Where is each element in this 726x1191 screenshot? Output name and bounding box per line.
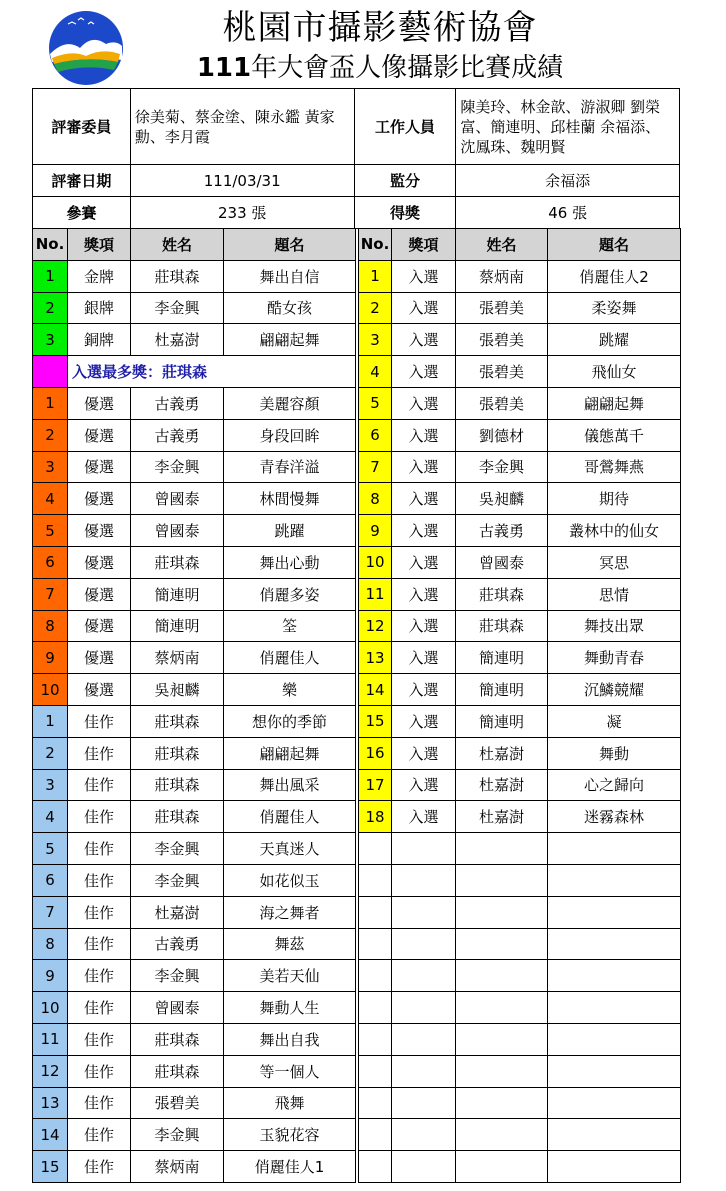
row-name: 張碧美: [456, 292, 548, 324]
row-name: 杜嘉澍: [456, 769, 548, 801]
row-award: 優選: [68, 642, 131, 674]
row-award: 入選: [392, 483, 456, 515]
table-row: [33, 1023, 681, 1055]
row-no: 16: [359, 737, 392, 769]
table-row: [33, 260, 681, 292]
empty-cell: [392, 1119, 456, 1151]
empty-cell: [456, 928, 548, 960]
row-award: 入選: [392, 610, 456, 642]
row-name: 李金興: [131, 1119, 224, 1151]
table-row: [33, 546, 681, 578]
row-name: 蔡炳南: [131, 1151, 224, 1183]
row-name: 劉德材: [456, 419, 548, 451]
association-logo: [46, 10, 126, 86]
table-row: [33, 1087, 681, 1119]
row-name: 杜嘉澍: [456, 801, 548, 833]
row-no: 2: [33, 737, 68, 769]
row-award: 入選: [392, 737, 456, 769]
row-title: 舞出自信: [224, 260, 356, 292]
row-name: 莊琪森: [456, 578, 548, 610]
row-no: 6: [359, 419, 392, 451]
row-name: 曾國泰: [131, 515, 224, 547]
row-title: 身段回眸: [224, 419, 356, 451]
row-title: 舞動: [548, 737, 681, 769]
row-award: 佳作: [68, 1151, 131, 1183]
row-name: 莊琪森: [131, 705, 224, 737]
row-no: 1: [33, 387, 68, 419]
row-name: 杜嘉澍: [131, 896, 224, 928]
row-no: 18: [359, 801, 392, 833]
row-no: 4: [359, 356, 392, 388]
most-awards-marker: [33, 356, 68, 388]
row-name: 簡連明: [131, 578, 224, 610]
row-title: 林間慢舞: [224, 483, 356, 515]
row-name: 張碧美: [456, 356, 548, 388]
empty-cell: [548, 992, 681, 1024]
row-no: 7: [33, 896, 68, 928]
row-title: 柔姿舞: [548, 292, 681, 324]
empty-cell: [392, 1151, 456, 1183]
row-no: 5: [359, 387, 392, 419]
row-no: 13: [33, 1087, 68, 1119]
row-no: 17: [359, 769, 392, 801]
row-no: 11: [359, 578, 392, 610]
empty-cell: [392, 1023, 456, 1055]
info-table: [32, 88, 680, 229]
empty-cell: [392, 928, 456, 960]
row-title: 舞動青春: [548, 642, 681, 674]
row-name: 古義勇: [131, 387, 224, 419]
row-name: 曾國泰: [456, 546, 548, 578]
row-name: 簡連明: [456, 674, 548, 706]
row-name: 古義勇: [131, 928, 224, 960]
row-award: 優選: [68, 483, 131, 515]
table-row: [33, 705, 681, 737]
row-no: 7: [359, 451, 392, 483]
most-awards-note: 入選最多獎：莊琪森: [68, 356, 356, 388]
empty-cell: [359, 928, 392, 960]
row-name: 張碧美: [456, 387, 548, 419]
empty-cell: [392, 833, 456, 865]
row-award: 佳作: [68, 896, 131, 928]
table-row: [33, 483, 681, 515]
row-name: 莊琪森: [131, 801, 224, 833]
empty-cell: [359, 1119, 392, 1151]
row-title: 舞出風采: [224, 769, 356, 801]
row-title: 俏麗佳人: [224, 801, 356, 833]
col-no: No.: [33, 229, 68, 261]
row-title: 跳躍: [224, 515, 356, 547]
row-title: 思情: [548, 578, 681, 610]
row-title: 冥思: [548, 546, 681, 578]
row-name: 莊琪森: [131, 260, 224, 292]
empty-cell: [548, 896, 681, 928]
table-row: [33, 642, 681, 674]
row-name: 古義勇: [456, 515, 548, 547]
row-title: 沉鱗競耀: [548, 674, 681, 706]
row-award: 入選: [392, 546, 456, 578]
judges-label: 評審委員: [33, 89, 131, 165]
row-award: 入選: [392, 451, 456, 483]
row-award: 優選: [68, 419, 131, 451]
empty-cell: [456, 864, 548, 896]
row-name: 曾國泰: [131, 992, 224, 1024]
row-no: 1: [33, 260, 68, 292]
empty-cell: [456, 896, 548, 928]
row-no: 5: [33, 833, 68, 865]
empty-cell: [359, 864, 392, 896]
row-no: 3: [33, 769, 68, 801]
row-no: 6: [33, 546, 68, 578]
row-award: 優選: [68, 387, 131, 419]
empty-cell: [392, 896, 456, 928]
row-title: 心之歸向: [548, 769, 681, 801]
row-title: 叢林中的仙女: [548, 515, 681, 547]
row-award: 入選: [392, 260, 456, 292]
row-title: 舞動人生: [224, 992, 356, 1024]
row-name: 李金興: [131, 292, 224, 324]
empty-cell: [392, 960, 456, 992]
row-no: 14: [359, 674, 392, 706]
row-award: 優選: [68, 546, 131, 578]
row-award: 入選: [392, 578, 456, 610]
row-title: 翩翩起舞: [224, 737, 356, 769]
row-title: 飛舞: [224, 1087, 356, 1119]
table-row: [33, 674, 681, 706]
row-no: 13: [359, 642, 392, 674]
row-name: 李金興: [131, 833, 224, 865]
row-award: 佳作: [68, 737, 131, 769]
empty-cell: [456, 960, 548, 992]
row-award: 佳作: [68, 960, 131, 992]
table-row: [33, 928, 681, 960]
col-title: 題名: [224, 229, 356, 261]
row-award: 佳作: [68, 1087, 131, 1119]
row-award: 入選: [392, 674, 456, 706]
col-name: 姓名: [456, 229, 548, 261]
row-award: 銅牌: [68, 324, 131, 356]
table-row: [33, 769, 681, 801]
row-title: 舞出心動: [224, 546, 356, 578]
table-row: [33, 387, 681, 419]
row-award: 佳作: [68, 1119, 131, 1151]
entries-label: 參賽: [33, 197, 131, 229]
row-award: 優選: [68, 515, 131, 547]
row-award: 優選: [68, 451, 131, 483]
row-title: 想你的季節: [224, 705, 356, 737]
row-no: 9: [33, 642, 68, 674]
col-no: No.: [359, 229, 392, 261]
row-no: 2: [33, 292, 68, 324]
table-row: [33, 451, 681, 483]
empty-cell: [548, 1151, 681, 1183]
empty-cell: [392, 992, 456, 1024]
empty-cell: [548, 1055, 681, 1087]
row-name: 張碧美: [131, 1087, 224, 1119]
empty-cell: [392, 1055, 456, 1087]
row-award: 入選: [392, 324, 456, 356]
row-no: 8: [33, 610, 68, 642]
table-row: [33, 292, 681, 324]
row-name: 杜嘉澍: [456, 737, 548, 769]
row-no: 10: [33, 674, 68, 706]
row-title: 天真迷人: [224, 833, 356, 865]
row-name: 蔡炳南: [131, 642, 224, 674]
table-row: [33, 737, 681, 769]
row-title: 樂: [224, 674, 356, 706]
table-row: [33, 324, 681, 356]
empty-cell: [548, 960, 681, 992]
row-award: 佳作: [68, 1023, 131, 1055]
table-row: [33, 578, 681, 610]
row-title: 等一個人: [224, 1055, 356, 1087]
row-no: 1: [33, 705, 68, 737]
row-title: 美麗容顏: [224, 387, 356, 419]
table-row: [33, 992, 681, 1024]
row-no: 7: [33, 578, 68, 610]
row-award: 銀牌: [68, 292, 131, 324]
row-title: 哥鶯舞燕: [548, 451, 681, 483]
row-title: 美若天仙: [224, 960, 356, 992]
row-award: 入選: [392, 801, 456, 833]
row-name: 李金興: [456, 451, 548, 483]
col-award: 獎項: [392, 229, 456, 261]
row-title: 儀態萬千: [548, 419, 681, 451]
table-row: [33, 610, 681, 642]
row-name: 吳昶麟: [131, 674, 224, 706]
empty-cell: [359, 992, 392, 1024]
table-row: [33, 801, 681, 833]
empty-cell: [456, 1119, 548, 1151]
row-name: 簡連明: [131, 610, 224, 642]
table-row: [33, 960, 681, 992]
row-award: 入選: [392, 387, 456, 419]
judges-value: 徐美菊、蔡金塗、陳永鑑 黃家勳、李月霞: [130, 89, 354, 165]
row-no: 12: [359, 610, 392, 642]
row-no: 6: [33, 864, 68, 896]
row-title: 飛仙女: [548, 356, 681, 388]
row-title: 舞茲: [224, 928, 356, 960]
row-award: 金牌: [68, 260, 131, 292]
row-name: 曾國泰: [131, 483, 224, 515]
row-title: 青春洋溢: [224, 451, 356, 483]
table-row: [33, 833, 681, 865]
row-title: 玉貌花容: [224, 1119, 356, 1151]
row-title: 翩翩起舞: [224, 324, 356, 356]
table-row: [33, 515, 681, 547]
row-no: 9: [359, 515, 392, 547]
col-name: 姓名: [131, 229, 224, 261]
row-no: 10: [359, 546, 392, 578]
empty-cell: [548, 864, 681, 896]
row-title: 舞出自我: [224, 1023, 356, 1055]
row-title: 舞技出眾: [548, 610, 681, 642]
date-label: 評審日期: [33, 165, 131, 197]
date-value: 111/03/31: [130, 165, 354, 197]
row-name: 莊琪森: [131, 1023, 224, 1055]
row-award: 佳作: [68, 928, 131, 960]
row-title: 俏麗佳人1: [224, 1151, 356, 1183]
row-no: 8: [359, 483, 392, 515]
row-no: 2: [33, 419, 68, 451]
empty-cell: [359, 1087, 392, 1119]
row-title: 如花似玉: [224, 864, 356, 896]
row-award: 入選: [392, 419, 456, 451]
row-award: 入選: [392, 642, 456, 674]
row-no: 5: [33, 515, 68, 547]
empty-cell: [548, 1119, 681, 1151]
row-title: 迷霧森林: [548, 801, 681, 833]
row-award: 入選: [392, 515, 456, 547]
col-title: 題名: [548, 229, 681, 261]
row-name: 莊琪森: [456, 610, 548, 642]
row-title: 酷女孩: [224, 292, 356, 324]
empty-cell: [392, 864, 456, 896]
empty-cell: [359, 1151, 392, 1183]
row-no: 15: [33, 1151, 68, 1183]
empty-cell: [359, 960, 392, 992]
row-award: 入選: [392, 769, 456, 801]
empty-cell: [392, 1087, 456, 1119]
table-row: [33, 1151, 681, 1183]
supervisor-value: 余福添: [456, 165, 680, 197]
contest-title: [140, 50, 620, 86]
row-title: 翩翩起舞: [548, 387, 681, 419]
row-name: 簡連明: [456, 642, 548, 674]
row-no: 9: [33, 960, 68, 992]
table-row: [33, 864, 681, 896]
row-name: 杜嘉澍: [131, 324, 224, 356]
row-no: 11: [33, 1023, 68, 1055]
row-name: 李金興: [131, 960, 224, 992]
table-row: [33, 1119, 681, 1151]
row-award: 佳作: [68, 801, 131, 833]
row-title: 跳耀: [548, 324, 681, 356]
empty-cell: [548, 1023, 681, 1055]
empty-cell: [359, 896, 392, 928]
row-title: 俏麗佳人: [224, 642, 356, 674]
row-title: 俏麗佳人2: [548, 260, 681, 292]
row-name: 蔡炳南: [456, 260, 548, 292]
row-no: 10: [33, 992, 68, 1024]
row-name: 李金興: [131, 864, 224, 896]
row-award: 佳作: [68, 769, 131, 801]
staff-value: 陳美玲、林金歆、游淑卿 劉榮富、簡連明、邱桂蘭 余福添、沈鳳珠、魏明賢: [456, 89, 680, 165]
row-name: 莊琪森: [131, 546, 224, 578]
row-no: 4: [33, 801, 68, 833]
row-no: 14: [33, 1119, 68, 1151]
staff-label: 工作人員: [354, 89, 456, 165]
row-title: 期待: [548, 483, 681, 515]
row-name: 吳昶麟: [456, 483, 548, 515]
row-title: 筌: [224, 610, 356, 642]
table-row: [33, 419, 681, 451]
row-no: 3: [33, 451, 68, 483]
empty-cell: [359, 833, 392, 865]
row-award: 佳作: [68, 1055, 131, 1087]
row-award: 佳作: [68, 833, 131, 865]
row-no: 8: [33, 928, 68, 960]
row-title: 海之舞者: [224, 896, 356, 928]
row-name: 莊琪森: [131, 769, 224, 801]
empty-cell: [548, 833, 681, 865]
row-award: 優選: [68, 610, 131, 642]
row-no: 15: [359, 705, 392, 737]
row-award: 入選: [392, 292, 456, 324]
row-title: 凝: [548, 705, 681, 737]
row-no: 4: [33, 483, 68, 515]
row-award: 入選: [392, 705, 456, 737]
row-title: 俏麗多姿: [224, 578, 356, 610]
row-no: 1: [359, 260, 392, 292]
row-award: 佳作: [68, 864, 131, 896]
row-name: 莊琪森: [131, 737, 224, 769]
row-award: 優選: [68, 578, 131, 610]
empty-cell: [548, 928, 681, 960]
row-award: 優選: [68, 674, 131, 706]
results-table: [32, 228, 681, 1183]
empty-cell: [359, 1023, 392, 1055]
row-name: 莊琪森: [131, 1055, 224, 1087]
org-title: 桃園市攝影藝術協會: [222, 8, 538, 48]
empty-cell: [456, 1087, 548, 1119]
empty-cell: [548, 1087, 681, 1119]
empty-cell: [359, 1055, 392, 1087]
empty-cell: [456, 1151, 548, 1183]
contest-year: 111: [196, 53, 252, 83]
entries-value: 233 張: [130, 197, 354, 229]
page-header: [140, 6, 620, 86]
table-row: [33, 1055, 681, 1087]
empty-cell: [456, 833, 548, 865]
supervise-label: 監分: [354, 165, 456, 197]
contest-subtitle: 年大會盃人像攝影比賽成績: [251, 53, 564, 83]
row-name: 古義勇: [131, 419, 224, 451]
empty-cell: [456, 992, 548, 1024]
row-no: 12: [33, 1055, 68, 1087]
row-award: 佳作: [68, 992, 131, 1024]
row-award: 佳作: [68, 705, 131, 737]
row-award: 入選: [392, 356, 456, 388]
row-no: 3: [359, 324, 392, 356]
empty-cell: [456, 1023, 548, 1055]
row-no: 3: [33, 324, 68, 356]
awards-value: 46 張: [456, 197, 680, 229]
awards-label: 得獎: [354, 197, 456, 229]
row-name: 李金興: [131, 451, 224, 483]
row-no: 2: [359, 292, 392, 324]
col-award: 獎項: [68, 229, 131, 261]
row-name: 張碧美: [456, 324, 548, 356]
table-row: [33, 896, 681, 928]
empty-cell: [456, 1055, 548, 1087]
row-name: 簡連明: [456, 705, 548, 737]
table-row: [33, 356, 681, 388]
